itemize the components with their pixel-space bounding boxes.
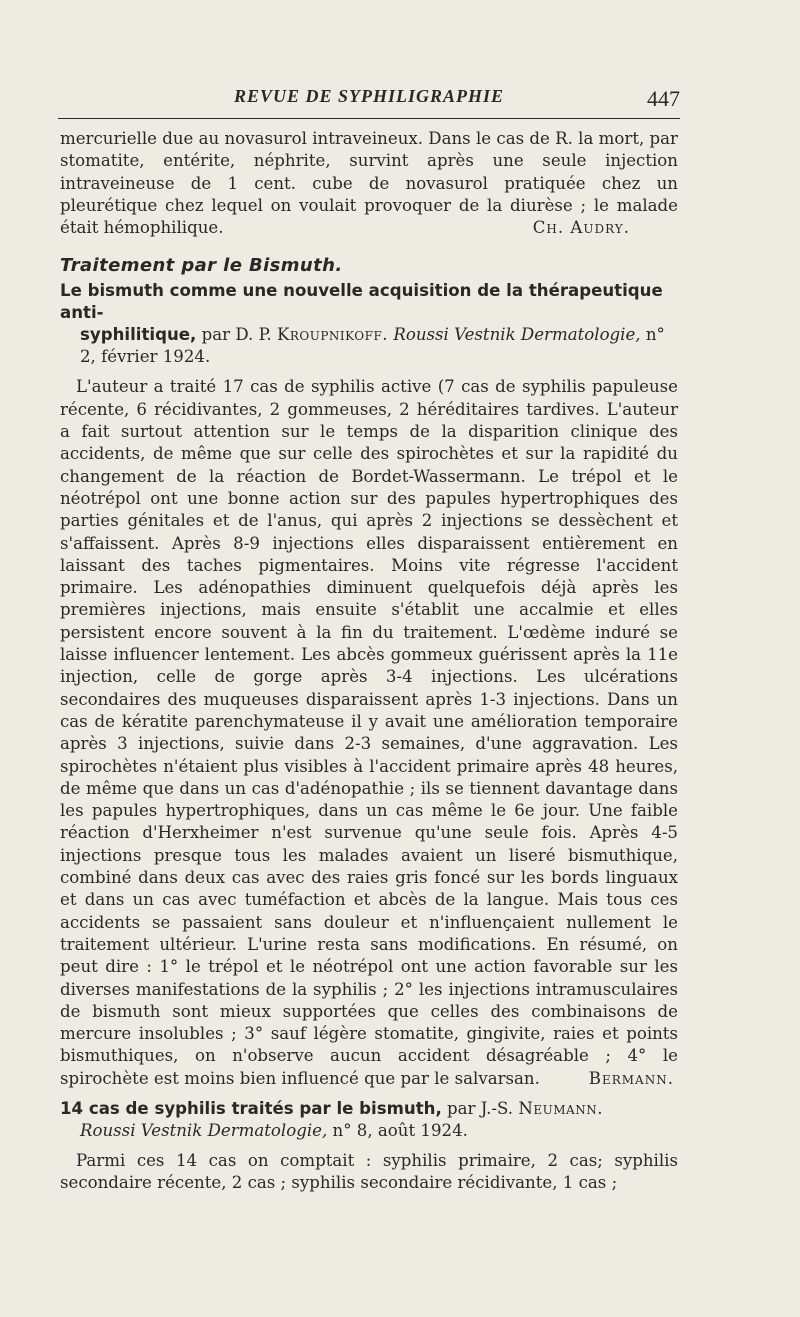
entry-2-by: par J.-S. — [447, 1098, 514, 1118]
header-rule — [58, 118, 680, 119]
page-number: 447 — [647, 86, 680, 111]
intro-text: mercurielle due au novasurol intraveineux. Dans le cas de R. la mort, par stomatite, entérite, néphrite, survint après une seule injection intraveineuse de 1 cent. cube de novasurol pratiquée chez un pleurétique chez lequel on voulait provoquer de la diurèse ; le malade était hémophilique. — [60, 129, 678, 238]
entry-1-date: février 1924. — [101, 347, 211, 367]
intro-paragraph — [60, 128, 678, 239]
entry-1-author: Kroupnikoff. — [276, 325, 389, 345]
entry-2-body-text: Parmi ces 14 cas on comptait : syphilis primaire, 2 cas; syphilis secondaire récente, 2 cas ; syphilis secondaire récidivante, 1 cas ; — [60, 1150, 678, 1193]
text-column — [60, 128, 678, 1195]
entry-2-issue: n° 8, — [332, 1120, 373, 1140]
entry-2-body — [60, 1150, 678, 1195]
entry-1-issue: n° 2, — [80, 325, 665, 367]
entry-1-body — [60, 376, 678, 1090]
entry-1-signature: Bermann. — [588, 1068, 674, 1088]
running-head — [58, 86, 680, 112]
intro-signature: Ch. Audry. — [532, 218, 630, 238]
section-heading: Traitement par le Bismuth. — [60, 255, 343, 277]
entry-2-journal: Roussi Vestnik Dermatologie, — [80, 1120, 328, 1140]
entry-1-by: par D. P. — [201, 325, 272, 345]
entry-2-author: Neumann. — [518, 1098, 603, 1118]
entry-1-title-line1: Le bismuth comme une nouvelle acquisition de la thérapeutique anti- — [60, 281, 663, 323]
journal-title: REVUE DE SYPHILIGRAPHIE — [233, 86, 505, 106]
entry-2-date: août 1924. — [377, 1120, 468, 1140]
entry-2-heading — [60, 1098, 678, 1142]
entry-1-journal: Roussi Vestnik Dermatologie, — [393, 325, 641, 345]
entry-1-heading — [60, 280, 678, 368]
entry-2-title: 14 cas de syphilis traités par le bismuth, — [60, 1098, 442, 1118]
entry-1-body-text: L'auteur a traité 17 cas de syphilis active (7 cas de syphilis papuleuse récente, 6 récidivantes, 2 gommeuses, 2 héréditaires tardives. L'auteur a fait surtout attention sur le temps de la disparition clinique des accidents, de même que sur celle des spirochètes et sur la rapidité du changement de la réaction de Bordet-Wassermann. Le trépol et le néotrépol ont une bonne action sur des papules hypertrophiques des parties génitales et de l'anus, qui après 2 injections se dessèchent et s'affaissent. Après 8-9 injections elles disparaissent entièrement en laissant des taches pigmentaires. Moins vite régresse l'accident primaire. Les adénopathies diminuent quelquefois déjà après les premières injections, mais ensuite s'établit une accalmie et elles persistent encore souvent à la fin du traitement. L'œdème induré se laisse influencer lentement. Les abcès gommeux guérissent après la 11e injection, celle de gorge après 3-4 injections. Les ulcérations secondaires des muqueuses disparaissent après 1-3 injections. Dans un cas de kératite parenchymateuse il y avait une amélioration temporaire après 3 injections, suivie dans 2-3 semaines, d'une aggravation. Les spirochètes n'étaient plus visibles à l'accident primaire après 48 heures, de même que dans un cas d'adénopathie ; ils se tiennent davantage dans les papules hypertrophiques, dans un cas même le 6e jour. Une faible réaction d'Herxheimer n'est survenue qu'une seule fois. Après 4-5 injections presque tous les malades avaient un liseré bismuthique, combiné dans deux cas avec des raies gris foncé sur les bords linguaux et dans un cas avec tuméfaction et abcès de la langue. Mais tous ces accidents se passaient sans douleur et n'influençaient nullement le traitement ultérieur. L'urine resta sans modifications. En résumé, on peut dire : 1° le trépol et le néotrépol ont une action favorable sur les diverses manifestations de la syphilis ; 2° les injections intramusculaires de bismuth sont mieux supportées que celles des combinaisons de mercure insolubles ; 3° sauf légère stomatite, gingivite, raies et points bismuthiques, on n'observe aucun accident désagréable ; 4° le spirochète est moins bien influencé que par le salvarsan. — [60, 377, 678, 1088]
entry-1-title-line2: syphilitique, — [80, 325, 197, 345]
